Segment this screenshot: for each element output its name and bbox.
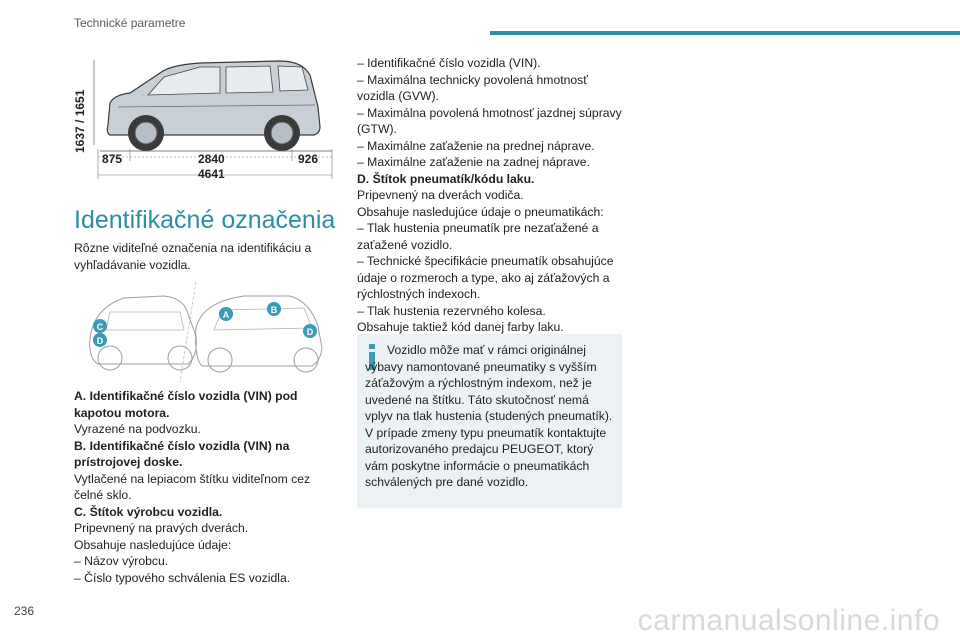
- list-item: – Číslo typového schválenia ES vozidla.: [74, 570, 291, 585]
- svg-text:B: B: [270, 305, 278, 315]
- info-text-2: V prípade zmeny typu pneumatík kontaktujte autorizovaného predajcu PEUGEOT, ktorý vám poskytne informácie o pneumatikách schválených pre dané vozidlo.: [365, 425, 607, 489]
- section-heading: Identifikačné označenia: [74, 206, 336, 234]
- list-item: – Názov výrobcu.: [74, 554, 169, 568]
- item-d-text3: Obsahuje taktiež kód danej farby laku.: [357, 320, 564, 334]
- wheelbase-label: 2840: [198, 152, 225, 166]
- height-label: 1637 / 1651: [73, 89, 87, 153]
- section-intro: Rôzne viditeľné označenia na identifikáciu a vyhľadávanie vozidla.: [74, 241, 312, 272]
- length-label: 4641: [198, 167, 225, 181]
- info-text: [365, 342, 613, 491]
- marker-d-left: [93, 333, 107, 347]
- list-item: – Maximálne zaťaženie na prednej náprave.: [357, 138, 595, 153]
- info-text-1: Vozidlo môže mať v rámci originálnej výbavy namontované pneumatiky s vyšším záťažovým a rýchlostným indexom, než je uvedené na štítku. Táto skutočnosť nemá vplyv na tlak hustenia (studených pneumatík).: [365, 343, 613, 423]
- list-item: – Identifikačné číslo vozidla (VIN).: [357, 56, 541, 70]
- id-items-left: [74, 388, 324, 586]
- front-overhang-label: 875: [102, 152, 123, 166]
- list-item: – Tlak hustenia pneumatík pre nezaťažené a zaťažené vozidlo.: [357, 221, 599, 252]
- item-d-text1: Pripevnený na dverách vodiča.: [357, 188, 524, 202]
- marker-a: [219, 307, 233, 321]
- marker-c: [93, 319, 107, 333]
- item-b-text: Vytlačené na lepiacom štítku viditeľnom cez čelné sklo.: [74, 471, 311, 502]
- list-item: – Maximálne zaťaženie na zadnej náprave.: [357, 155, 590, 169]
- svg-text:D: D: [96, 336, 104, 346]
- list-item: – Technické špecifikácie pneumatík obsahujúce údaje o rozmeroch a type, ako aj záťažových a rýchlostných indexoch.: [357, 254, 614, 301]
- page-number: 236: [14, 604, 35, 618]
- list-item: – Tlak hustenia rezervného kolesa.: [357, 303, 546, 318]
- watermark: carmanualsonline.info: [637, 604, 940, 637]
- id-items-right: [357, 55, 622, 336]
- svg-text:D: D: [306, 327, 314, 337]
- vehicle-dimensions-diagram: [70, 45, 340, 185]
- header-title: Technické parametre: [74, 16, 186, 30]
- item-a-text: Vyrazené na podvozku.: [74, 422, 201, 436]
- svg-text:A: A: [222, 310, 230, 320]
- rear-overhang-label: 926: [298, 152, 319, 166]
- item-c-text2: Obsahuje nasledujúce údaje:: [74, 537, 232, 552]
- header-accent-bar: [490, 31, 960, 35]
- svg-text:C: C: [96, 322, 104, 332]
- marker-d-right: [303, 324, 317, 338]
- item-a-title: A. Identifikačné číslo vozidla (VIN) pod kapotou motora.: [74, 389, 298, 420]
- marker-b: [267, 302, 281, 316]
- item-c-title: C. Štítok výrobcu vozidla.: [74, 504, 223, 519]
- identification-markers-diagram: [84, 278, 334, 384]
- info-box: [357, 334, 622, 508]
- list-item: – Maximálna povolená hmotnosť jazdnej súpravy (GTW).: [357, 105, 622, 136]
- list-item: – Maximálna technicky povolená hmotnosť vozidla (GVW).: [357, 72, 588, 103]
- item-d-title: D. Štítok pneumatík/kódu laku.: [357, 171, 535, 186]
- item-c-text1: Pripevnený na pravých dverách.: [74, 521, 249, 535]
- item-b-title: B. Identifikačné číslo vozidla (VIN) na prístrojovej doske.: [74, 438, 290, 469]
- item-d-text2: Obsahuje nasledujúce údaje o pneumatikách:: [357, 204, 604, 219]
